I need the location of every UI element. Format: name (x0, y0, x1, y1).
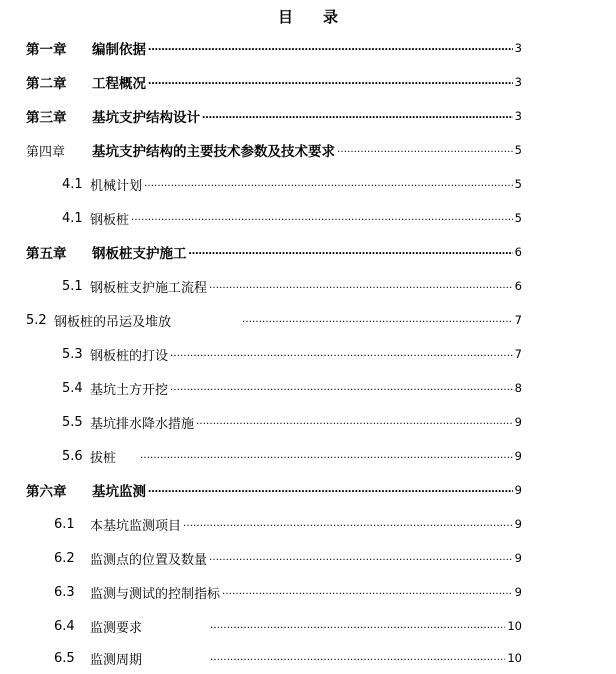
toc-entry-page: 6 (514, 245, 522, 259)
toc-leader-dots (131, 208, 513, 228)
toc-entry-chapter-2[interactable] (26, 72, 522, 92)
toc-title-left: 目 (277, 8, 293, 26)
toc-entry-page: 5 (514, 143, 522, 157)
toc-entry-page: 10 (507, 619, 522, 633)
toc-entry-label: 监测点的位置及数量 (90, 552, 208, 568)
toc-entry-page: 7 (514, 313, 522, 327)
toc-entry-label: 基坑土方开挖 (90, 382, 169, 398)
toc-leader-dots (202, 106, 513, 126)
toc-leader-dots (148, 480, 513, 500)
toc-entry-label: 监测要求 (90, 620, 143, 636)
toc-entry-page: 9 (514, 449, 522, 463)
toc-entry-page: 10 (507, 651, 522, 665)
toc-entry-section[interactable] (54, 648, 522, 668)
toc-entry-number: 第五章 (26, 246, 67, 262)
toc-entry-label: 钢板桩的打设 (90, 348, 169, 364)
toc-entry-page: 6 (514, 279, 522, 293)
toc-entry-section[interactable] (54, 582, 522, 602)
toc-leader-dots (210, 648, 505, 668)
toc-entry-page: 9 (514, 517, 522, 531)
toc-entry-page: 9 (514, 415, 522, 429)
toc-entry-section[interactable] (62, 174, 522, 194)
toc-entry-number: 6.3 (54, 584, 75, 600)
toc-title-right: 录 (323, 8, 339, 26)
toc-entry-number: 5.2 (26, 312, 47, 328)
toc-entry-number: 第二章 (26, 76, 67, 92)
toc-entry-label: 工程概况 (92, 76, 146, 92)
toc-entry-label: 编制依据 (92, 42, 146, 58)
toc-leader-dots (189, 242, 513, 262)
toc-entry-page: 7 (514, 347, 522, 361)
toc-entry-page: 9 (514, 551, 522, 565)
toc-entry-number: 6.4 (54, 618, 75, 634)
toc-leader-dots (144, 174, 513, 194)
toc-leader-dots (337, 140, 513, 160)
toc-leader-dots (209, 548, 513, 568)
toc-entry-label: 机械计划 (90, 178, 143, 194)
toc-entry-number: 5.4 (62, 380, 83, 396)
toc-leader-dots (170, 344, 513, 364)
toc-entry-page: 3 (514, 41, 522, 55)
toc-entry-chapter-6[interactable] (26, 480, 522, 500)
toc-leader-dots (148, 38, 513, 58)
toc-entry-label: 基坑排水降水措施 (90, 416, 195, 432)
toc-entry-number: 4.1 (62, 176, 83, 192)
toc-entry-number: 6.5 (54, 650, 75, 666)
toc-entry-section[interactable] (54, 548, 522, 568)
toc-entry-page: 3 (514, 75, 522, 89)
toc-title (0, 6, 616, 27)
toc-entry-page: 3 (514, 109, 522, 123)
toc-entry-page: 9 (514, 585, 522, 599)
toc-entry-number: 第四章 (26, 144, 66, 160)
toc-leader-dots (222, 582, 513, 602)
toc-entry-number: 6.1 (54, 516, 75, 532)
toc-entry-section[interactable] (54, 616, 522, 636)
toc-entry-number: 5.1 (62, 278, 83, 294)
toc-entry-label: 基坑监测 (92, 484, 146, 500)
toc-entry-number: 5.6 (62, 448, 83, 464)
toc-entry-number: 5.3 (62, 346, 83, 362)
toc-entry-page: 9 (514, 483, 522, 497)
toc-entry-label: 钢板桩 (90, 212, 130, 228)
toc-leader-dots (209, 276, 513, 296)
toc-entry-section[interactable] (54, 514, 522, 534)
toc-leader-dots (183, 514, 513, 534)
toc-entry-section[interactable] (62, 276, 522, 296)
toc-entry-number: 5.5 (62, 414, 83, 430)
toc-entry-label: 钢板桩支护施工流程 (90, 280, 208, 296)
toc-leader-dots (210, 616, 505, 636)
toc-entry-label: 监测周期 (90, 652, 143, 668)
toc-entry-chapter-5[interactable] (26, 242, 522, 262)
toc-leader-dots (148, 72, 513, 92)
toc-leader-dots (242, 310, 513, 330)
toc-entry-number: 第一章 (26, 42, 67, 58)
toc-entry-page: 5 (514, 211, 522, 225)
toc-entry-label: 钢板桩的吊运及堆放 (54, 314, 172, 330)
toc-leader-dots (196, 412, 513, 432)
toc-entry-label: 本基坑监测项目 (90, 518, 182, 534)
toc-leader-dots (170, 378, 513, 398)
toc-entry-label: 监测与测试的控制指标 (90, 586, 221, 602)
toc-entry-number: 6.2 (54, 550, 75, 566)
toc-entry-section[interactable] (62, 412, 522, 432)
toc-entry-number: 第六章 (26, 484, 67, 500)
toc-entry-number: 第三章 (26, 110, 67, 126)
toc-entry-section[interactable] (62, 344, 522, 364)
toc-entry-section[interactable] (26, 310, 522, 330)
toc-leader-dots (140, 446, 513, 466)
toc-entry-section[interactable] (62, 208, 522, 228)
toc-entry-number: 4.1 (62, 210, 83, 226)
toc-entry-chapter-3[interactable] (26, 106, 522, 126)
toc-entry-label: 基坑支护结构设计 (92, 110, 200, 126)
toc-entry-section[interactable] (62, 446, 522, 466)
toc-entry-label: 拔桩 (90, 450, 117, 466)
toc-entry-page: 8 (514, 381, 522, 395)
toc-entry-label: 基坑支护结构的主要技术参数及技术要求 (92, 144, 335, 160)
toc-entry-section[interactable] (62, 378, 522, 398)
toc-entry-label: 钢板桩支护施工 (92, 246, 187, 262)
toc-entry-chapter-1[interactable] (26, 38, 522, 58)
toc-entry-chapter-4[interactable] (26, 140, 522, 160)
toc-entry-page: 5 (514, 177, 522, 191)
